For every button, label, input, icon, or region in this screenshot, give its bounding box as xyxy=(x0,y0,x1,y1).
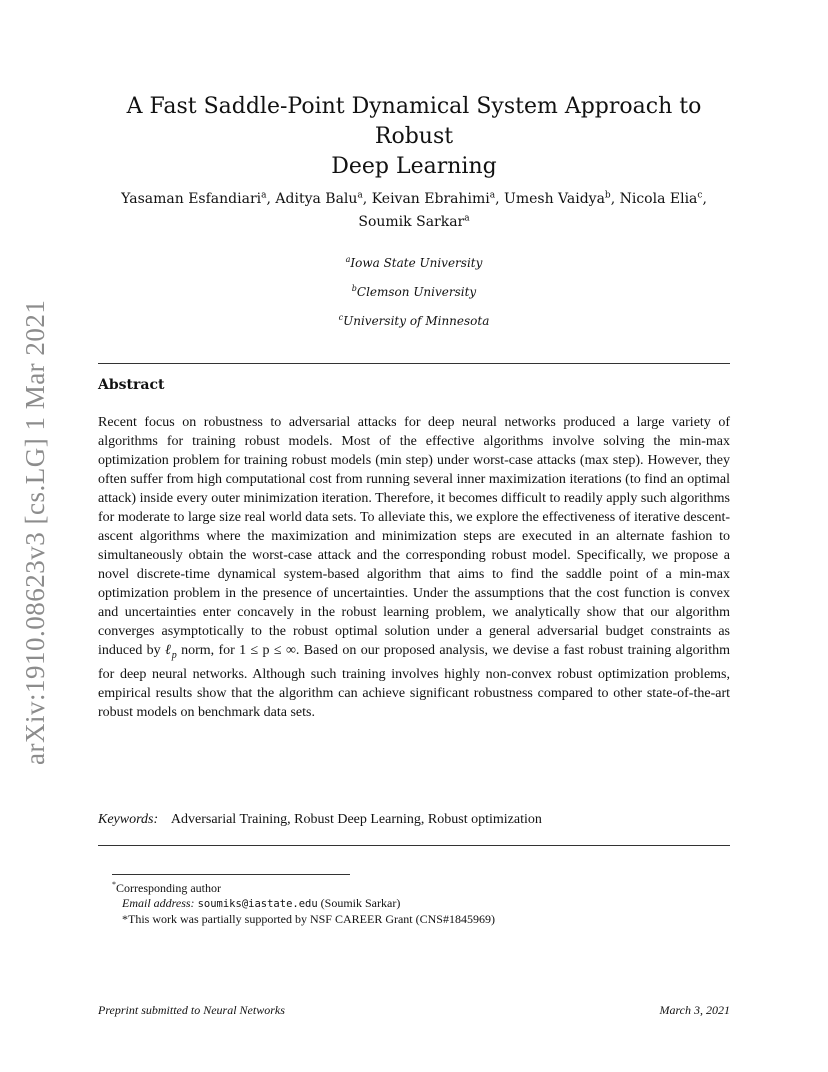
footnotes xyxy=(112,877,712,927)
footnote-funding: *This work was partially supported by NSF CAREER Grant (CNS#1845969) xyxy=(122,912,495,926)
arxiv-identifier: arXiv:1910.08623v3 [cs.LG] 1 Mar 2021 xyxy=(20,299,50,765)
paper-title xyxy=(98,92,730,182)
keywords xyxy=(98,812,542,828)
author: Aditya Balu$^a$, xyxy=(275,190,372,207)
abstract-bottom-rule xyxy=(98,845,730,846)
footnote-email: Email address: soumiks@iastate.edu (Soumik Sarkar) xyxy=(122,896,401,910)
title-line-2: Deep Learning xyxy=(331,154,497,179)
keywords-text: Adversarial Training, Robust Deep Learning, Robust optimization xyxy=(170,812,542,827)
author: Yasaman Esfandiari$^a$, xyxy=(121,190,276,207)
email-link[interactable]: soumiks@iastate.edu xyxy=(197,898,318,910)
keywords-label: Keywords: xyxy=(98,812,159,827)
footnote-rule xyxy=(112,874,350,875)
lp-symbol: ℓ$_p$ xyxy=(165,643,177,661)
author: Umesh Vaidya$^b$, xyxy=(504,190,620,207)
abstract-body: Recent focus on robustness to adversarial attacks for deep neural networks produced a large variety of algorithms for training robust models. Most of the effective algorithms involve solving the min-max optimization problem for training robust models (min step) under worst-case attacks (max step). However, they often suffer from high computational cost from running several inner maximization iterations (to find an optimal attack) inside every outer minimization iteration. Therefore, it becomes difficult to readily apply such algorithms for moderate to large size real world data sets. To alleviate this, we explore the effectiveness of iterative descent-ascent algorithms where the maximization and minimization steps are executed in an alternate fashion to simultaneously obtain the worst-case attack and the corresponding robust model. Specifically, we propose a novel discrete-time dynamical system-based algorithm that aims to find the saddle point of a min-max optimization problem in the presence of uncertainties. Under the assumptions that the cost function is convex and uncertainties enter concavely in the robust learning problem, we analytically show that our algorithm converges asymptotically to the robust optimal solution under a general adversarial budget constraints as induced by ℓ$_p$ norm, for 1 ≤ p ≤ ∞. Based on our proposed analysis, we devise a fast robust training algorithm for deep neural networks. Although such training involves highly non-convex robust optimization problems, empirical results show that the algorithm can achieve significant robustness compared to other state-of-the-art robust models on benchmark data sets. xyxy=(98,415,730,720)
affiliation-list xyxy=(98,247,730,334)
affiliation: $^c$University of Minnesota xyxy=(338,313,490,328)
footnote-corresponding: *Corresponding author xyxy=(112,880,221,895)
author: Keivan Ebrahimi$^a$, xyxy=(371,190,505,207)
affiliation: $^b$Clemson University xyxy=(351,284,477,299)
abstract-heading: Abstract xyxy=(98,377,165,393)
title-line-1: A Fast Saddle-Point Dynamical System Approach to Robust xyxy=(126,94,702,149)
footer-venue: Preprint submitted to Neural Networks xyxy=(98,1003,285,1017)
author-list xyxy=(98,185,730,232)
author: Soumik Sarkar$^a$ xyxy=(358,213,470,231)
author: Nicola Elia$^c$, xyxy=(619,190,707,207)
affiliation: $^a$Iowa State University xyxy=(345,255,483,270)
abstract-top-rule xyxy=(98,363,730,364)
footer-date: March 3, 2021 xyxy=(659,1003,730,1017)
